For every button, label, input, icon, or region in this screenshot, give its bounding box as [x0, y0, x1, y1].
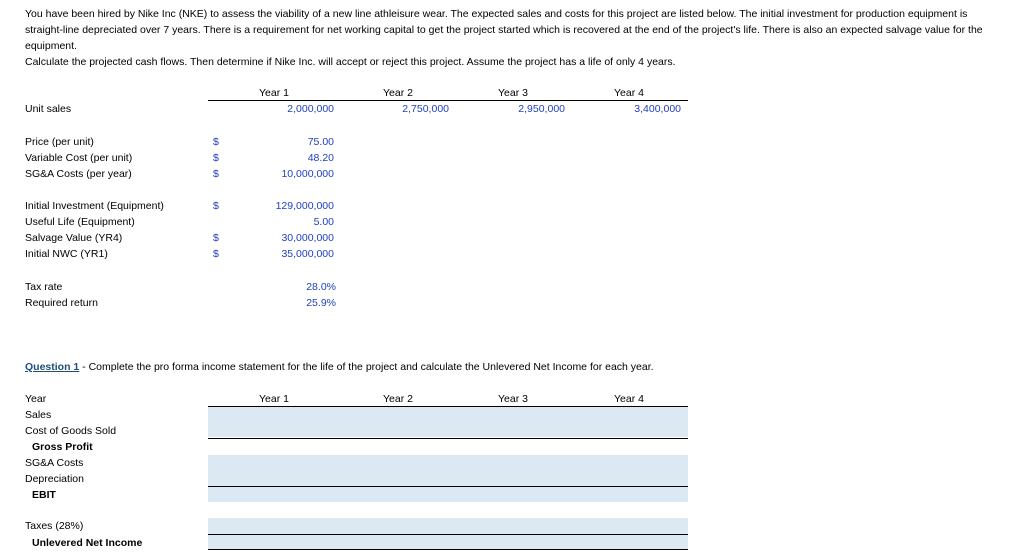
price-value[interactable]: 75.00: [307, 136, 334, 148]
unit-sales-year1[interactable]: 2,000,000: [287, 103, 334, 115]
required-return-value[interactable]: 25.9%: [306, 297, 336, 309]
investment-value[interactable]: 129,000,000: [275, 200, 334, 212]
header-rule: [208, 100, 688, 101]
is-depreciation-label: Depreciation: [25, 473, 84, 485]
unit-sales-year3[interactable]: 2,950,000: [518, 103, 565, 115]
salvage-label: Salvage Value (YR4): [25, 232, 123, 244]
input-header-year3: Year 3: [498, 87, 528, 99]
unit-sales-label: Unit sales: [25, 103, 72, 115]
gross-profit-rule: [208, 438, 688, 439]
input-header-year2: Year 2: [383, 87, 413, 99]
tax-rate-label: Tax rate: [25, 281, 63, 293]
salvage-value[interactable]: 30,000,000: [281, 232, 334, 244]
input-header-year1: Year 1: [259, 87, 289, 99]
nwc-dollar-sign: $: [213, 248, 219, 260]
sales-cogs-input-cells[interactable]: [208, 407, 688, 437]
intro-paragraph: You have been hired by Nike Inc (NKE) to assess the viability of a new line athleisure wear. The expected sales and costs for this project are listed below. The initial investment for production equipment is straight-line depreciated over 7 years. There is a requirement for net working capital to get the project started which is recovered at the end of the project's life. There is also an expected salvage value for the equipment.: [25, 8, 983, 52]
unit-sales-year4[interactable]: 3,400,000: [634, 103, 681, 115]
is-year-label: Year: [25, 393, 47, 405]
intro-text: [25, 6, 1000, 70]
is-ebit-label: EBIT: [32, 489, 56, 501]
salvage-dollar-sign: $: [213, 232, 219, 244]
question-1: [25, 361, 654, 373]
is-header-year1: Year 1: [259, 393, 289, 405]
is-header-year2: Year 2: [383, 393, 413, 405]
is-net-income-label: Unlevered Net Income: [32, 537, 143, 549]
sga-depreciation-input-cells[interactable]: [208, 455, 688, 486]
useful-life-value[interactable]: 5.00: [313, 216, 334, 228]
is-cogs-label: Cost of Goods Sold: [25, 425, 117, 437]
investment-dollar-sign: $: [213, 200, 219, 212]
ebit-input-cells[interactable]: [208, 487, 688, 502]
investment-label: Initial Investment (Equipment): [25, 200, 164, 212]
net-income-input-cells[interactable]: [208, 535, 688, 549]
tax-rate-value[interactable]: 28.0%: [306, 281, 336, 293]
question-1-text: - Complete the pro forma income statement for the life of the project and calculate the Unlevered Net Income for each year.: [79, 361, 654, 373]
sga-value[interactable]: 10,000,000: [281, 168, 334, 180]
input-header-year4: Year 4: [614, 87, 644, 99]
taxes-input-cells[interactable]: [208, 518, 688, 534]
sga-dollar-sign: $: [213, 168, 219, 180]
nwc-value[interactable]: 35,000,000: [281, 248, 334, 260]
unit-sales-year2[interactable]: 2,750,000: [402, 103, 449, 115]
price-label: Price (per unit): [25, 136, 94, 148]
price-dollar-sign: $: [213, 136, 219, 148]
intro-instruction: Calculate the projected cash flows. Then determine if Nike Inc. will accept or reject this project. Assume the project has a life of only 4 years.: [25, 56, 676, 68]
required-return-label: Required return: [25, 297, 98, 309]
useful-life-label: Useful Life (Equipment): [25, 216, 135, 228]
variable-cost-label: Variable Cost (per unit): [25, 152, 133, 164]
is-header-year3: Year 3: [498, 393, 528, 405]
question-1-link[interactable]: Question 1: [25, 361, 80, 373]
variable-cost-value[interactable]: 48.20: [307, 152, 334, 164]
is-header-year4: Year 4: [614, 393, 644, 405]
net-income-rule-bottom: [208, 549, 688, 550]
is-sales-label: Sales: [25, 409, 52, 421]
nwc-label: Initial NWC (YR1): [25, 248, 108, 260]
is-sga-label: SG&A Costs: [25, 457, 84, 469]
sga-label: SG&A Costs (per year): [25, 168, 132, 180]
is-gross-profit-label: Gross Profit: [32, 441, 93, 453]
is-taxes-label: Taxes (28%): [25, 520, 84, 532]
variable-cost-dollar-sign: $: [213, 152, 219, 164]
